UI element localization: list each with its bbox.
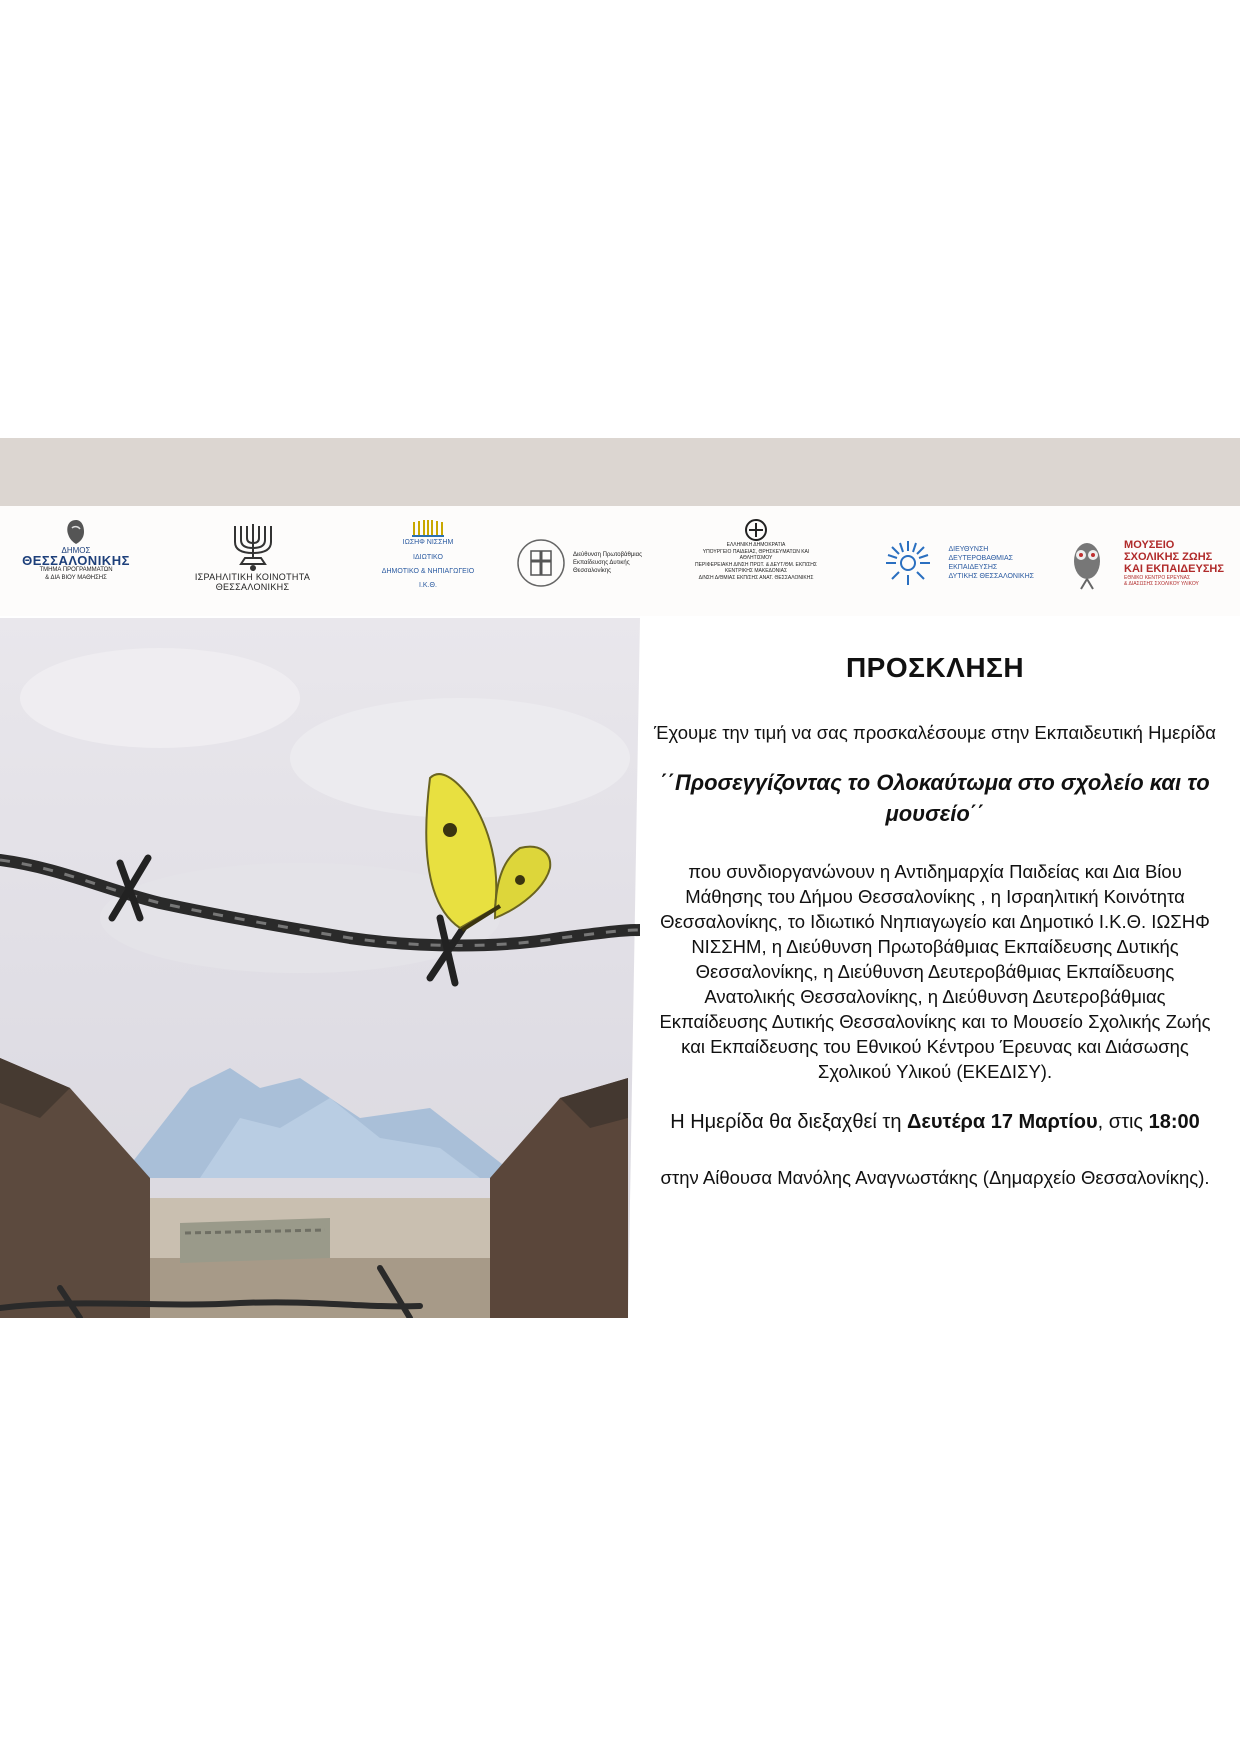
event-datetime [650,1110,1220,1135]
logo-text: & ΔΙΑΣΩΣΗΣ ΣΧΟΛΙΚΟΥ ΥΛΙΚΟΥ [1124,581,1199,587]
logo-dimos-thessalonikis [22,518,130,608]
top-color-band [0,438,1240,506]
logo-text: ΙΣΡΑΗΛΙΤΙΚΗ ΚΟΙΝΟΤΗΤΑ ΘΕΣΣΑΛΟΝΙΚΗΣ [194,572,311,592]
menorah-icon [223,518,283,572]
greek-crest-icon [515,537,567,589]
logo-text: Διεύθυνση Πρωτοβάθμιας [573,552,642,558]
sunburst-icon [882,537,934,589]
logo-text: ΔΕΥΤΕΡΟΒΑΘΜΙΑΣ [948,555,1013,562]
logo-text: ΙΩΣΗΦ ΝΙΣΣΗΜ [402,539,454,546]
logo-iosif-nissim [378,518,478,608]
logo-text: ΔΗΜΟΣ [61,546,91,555]
logo-mouseio-scholikis-zois [1056,518,1224,608]
logo-text: ΕΘΝΙΚΟ ΚΕΝΤΡΟ ΕΡΕΥΝΑΣ [1124,574,1191,581]
when-prefix: Η Ημερίδα θα διεξαχθεί τη [670,1111,908,1133]
logo-text: ΕΚΠΑΙΔΕΥΣΗΣ [948,564,998,571]
event-venue: στην Αίθουσα Μανόλης Αναγνωστάκης (Δημαρχείο Θεσσαλονίκης). [660,1167,1210,1188]
event-title: ΄΄Προσεγγίζοντας το Ολοκαύτωμα στο σχολείο και το μουσείο΄΄ [660,770,1210,826]
logo-ypourgeio-paideias [686,518,826,608]
butterfly-barbed-wire-painting [0,618,640,1318]
logo-text: ΣΧΟΛΙΚΗΣ ΖΩΗΣ [1124,550,1213,563]
logo-dipe-dytikis [512,518,642,608]
logo-text: ΔΗΜΟΤΙΚΟ & ΝΗΠΙΑΓΩΓΕΙΟ [381,568,475,575]
when-mid: , στις [1097,1111,1149,1133]
logo-text: ΠΕΡΙΦΕΡΕΙΑΚΗ Δ/ΝΣΗ ΠΡΩΤ. & ΔΕΥΤ/ΘΜ. ΕΚΠ/ΣΗΣ [694,561,818,568]
event-date: Δευτέρα 17 Μαρτίου [907,1111,1098,1133]
candle-arc-icon [408,518,448,538]
logo-israilitiki-koinotita [165,518,340,608]
logo-text: Δ/ΝΣΗ Δ/ΘΜΙΑΣ ΕΚΠ/ΣΗΣ ΑΝΑΤ. ΘΕΣΣΑΛΟΝΙΚΗΣ [698,574,814,581]
logo-text: ΥΠΟΥΡΓΕΙΟ ΠΑΙΔΕΙΑΣ, ΘΡΗΣΚΕΥΜΑΤΩΝ ΚΑΙ ΑΘΛΗΤΙΣΜΟΥ [702,548,810,561]
logo-text: ΚΑΙ ΕΚΠΑΙΔΕΥΣΗΣ [1124,562,1224,575]
logo-text: ΚΕΝΤΡΙΚΗΣ ΜΑΚΕΔΟΝΙΑΣ [724,568,788,574]
invitation-title: ΠΡΟΣΚΛΗΣΗ [845,652,1025,683]
event-time: 18:00 [1148,1111,1200,1133]
invitation-text-column [650,652,1220,1190]
invitation-intro: Έχουμε την τιμή να σας προσκαλέσουμε στην Εκπαιδευτική Ημερίδα [654,722,1216,743]
logo-text: ΔΥΤΙΚΗΣ ΘΕΣΣΑΛΟΝΙΚΗΣ [948,573,1034,580]
logo-text: Ι.Κ.Θ. [419,582,437,589]
logo-text: ΘΕΣΣΑΛΟΝΙΚΗΣ [22,553,130,568]
logo-text: ΜΟΥΣΕΙΟ [1124,538,1175,551]
logo-text: ΔΙΕΥΘΥΝΣΗ [948,546,989,553]
logo-text: ΙΔΙΩΤΙΚΟ [413,554,443,561]
partner-logos-row [0,506,1240,616]
logo-text: & ΔΙΑ ΒΙΟΥ ΜΑΘΗΣΗΣ [45,575,107,581]
logo-text: Θεσσαλονίκης [573,568,612,574]
helmet-head-icon [63,518,89,546]
organizers-paragraph: που συνδιοργανώνουν η Αντιδημαρχία Παιδείας και Δια Βίου Μάθησης του Δήμου Θεσσαλονίκης , η Ισραηλιτική Κοινότητα Θεσσαλονίκης, το Ιδιωτικό Νηπιαγωγείο και Δημοτικό Ι.Κ.Θ. ΙΩΣΗΦ ΝΙΣΣΗΜ, η Διεύθυνση Πρωτοβάθμιας Εκπαίδευσης Δυτικής Θεσσαλονίκης, η Διεύθυνση Δευτεροβάθμιας Εκπαίδευσης Ανατολικής Θεσσαλονίκης, η Διεύθυνση Δευτεροβάθμιας Εκπαίδευσης Δυτικής Θεσσαλονίκης και το Μουσείο Σχολικής Ζωής και Εκπαίδευσης του Εθνικού Κέντρου Έρευνας και Διάσωσης Σχολικού Υλικού (ΕΚΕΔΙΣΥ). [659,861,1211,1082]
logo-text: ΤΜΗΜΑ ΠΡΟΓΡΑΜΜΑΤΩΝ [39,567,113,573]
logo-text: Εκπαίδευσης Δυτικής [573,560,630,566]
owl-icon [1067,535,1107,591]
greek-emblem-icon [744,518,768,542]
logo-dde-dytikis [874,518,1034,608]
logo-text: ΕΛΛΗΝΙΚΗ ΔΗΜΟΚΡΑΤΙΑ [726,542,786,548]
